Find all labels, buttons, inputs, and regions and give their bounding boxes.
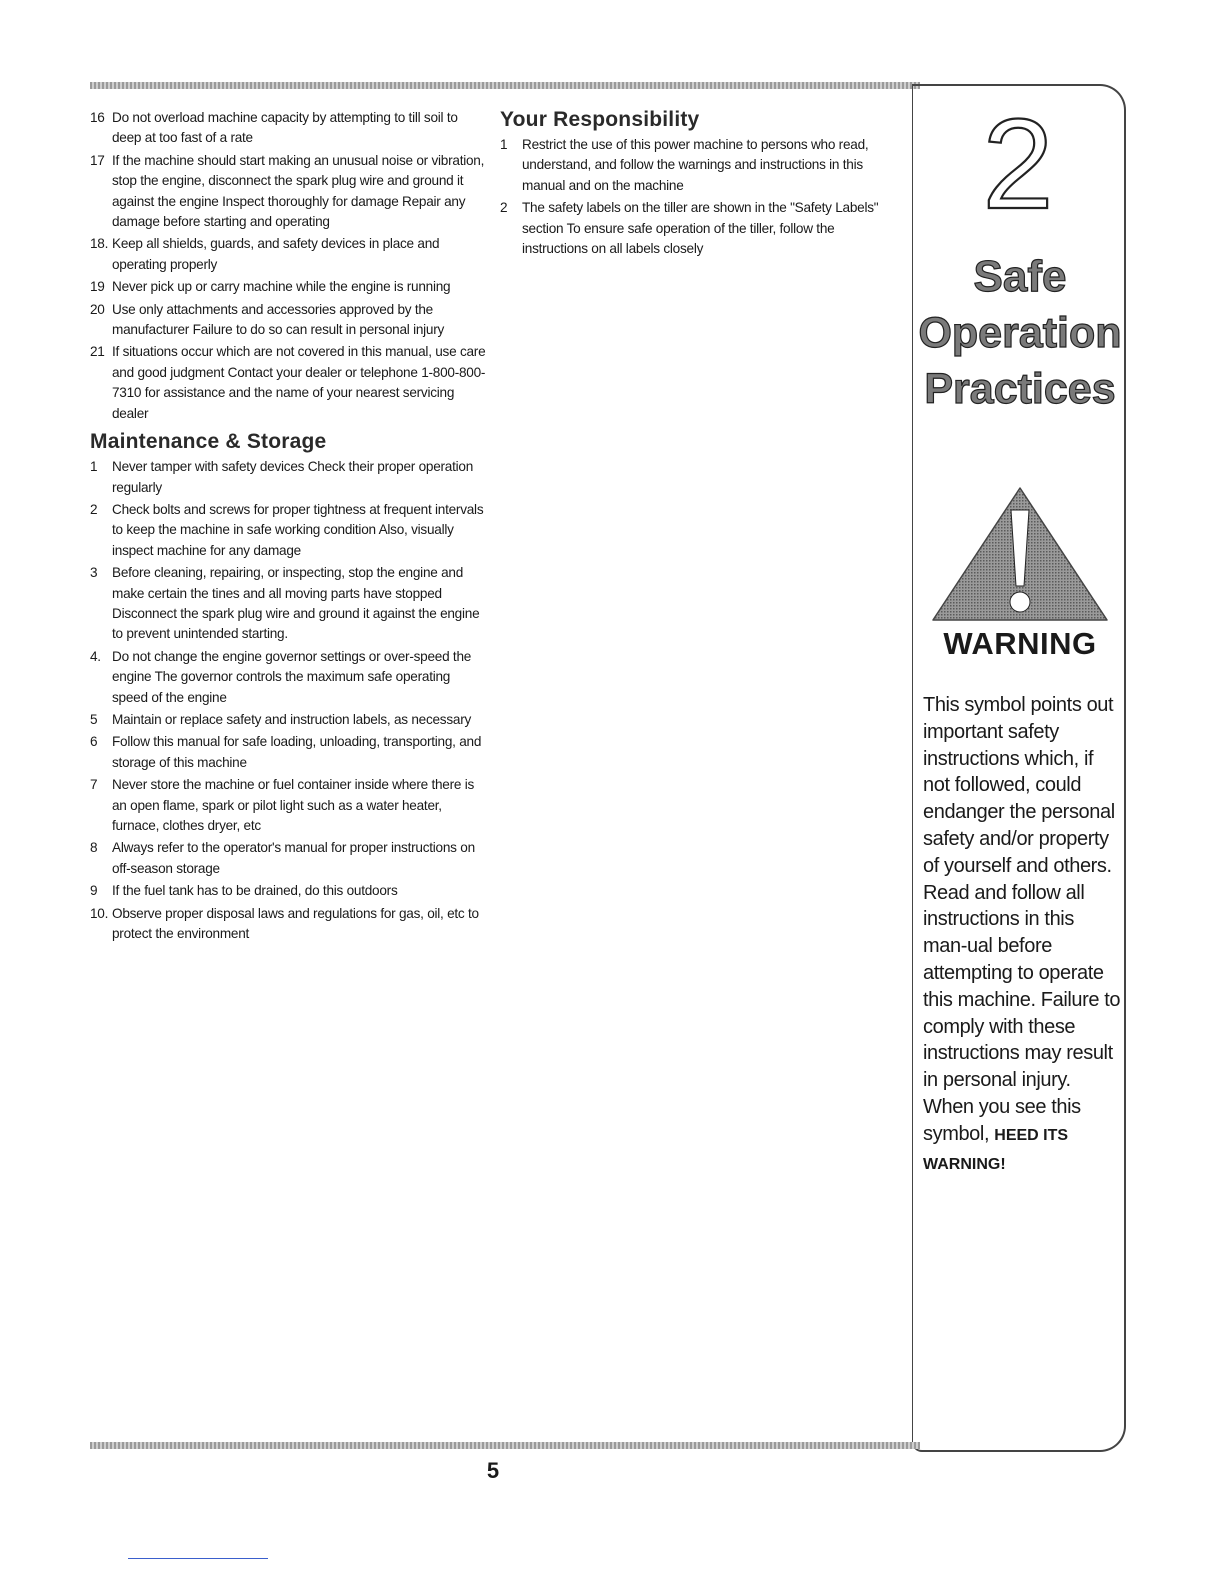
maintenance-heading: Maintenance & Storage <box>90 430 327 454</box>
list-item <box>90 710 488 730</box>
item-number: 16 <box>90 110 105 125</box>
top-rule <box>90 82 920 89</box>
list-item <box>90 151 488 233</box>
responsibility-heading: Your Responsibility <box>500 108 700 131</box>
item-text: Never tamper with safety devices Check their proper operation regularly <box>112 459 474 495</box>
safety-list-continued <box>90 108 488 424</box>
list-item <box>90 647 488 708</box>
list-item <box>90 500 488 561</box>
warning-triangle-icon <box>929 482 1111 624</box>
heed-its-warning: HEED ITS WARNING! <box>923 1126 1069 1173</box>
item-number: 2 <box>500 200 508 216</box>
list-item <box>90 838 488 879</box>
page-number: 5 <box>486 1458 500 1483</box>
item-text: Use only attachments and accessories approved by the manufacturer Failure to do so can result in personal injury <box>112 301 445 338</box>
list-item <box>90 108 488 149</box>
item-text: If the fuel tank has to be drained, do this outdoors <box>112 883 398 899</box>
item-text: Do not change the engine governor settings or over-speed the engine The governor controls the maximum safe operating speed of the engine <box>112 648 472 705</box>
warning-text: This symbol points out important safety instructions which, if not followed, could endanger the personal safety and/or property of yourself and others. Read and follow all instructions in this man-ual before attempting to operate this machine. Failure to comply with these instructions may result in personal injury. When you see this symbol, <box>923 694 1121 1145</box>
left-column <box>90 108 488 946</box>
item-number: 5 <box>90 711 98 727</box>
maintenance-list <box>90 457 488 944</box>
item-number: 10. <box>90 905 109 921</box>
svg-text:2: 2 <box>982 100 1054 220</box>
item-number: 2 <box>90 501 98 517</box>
item-number: 6 <box>90 734 98 750</box>
list-item <box>90 457 488 498</box>
link-underline <box>128 1558 268 1559</box>
list-item <box>90 904 488 945</box>
item-number: 20 <box>90 301 105 317</box>
item-number: 21 <box>90 344 105 360</box>
item-text: Observe proper disposal laws and regulations for gas, oil, etc to protect the environment <box>112 905 479 942</box>
list-item <box>90 277 488 297</box>
list-item <box>90 732 488 773</box>
item-number: 3 <box>90 565 98 581</box>
middle-column <box>500 108 895 261</box>
item-text: Never store the machine or fuel container inside where there is an open flame, spark or pilot light such as a water heater, furnace, clothes dryer, etc <box>112 777 475 833</box>
chapter-number <box>973 100 1063 220</box>
item-text: Check bolts and screws for proper tightness at frequent intervals to keep the machine in safe working condition Also, visually inspect machine for any damage <box>112 501 484 558</box>
item-text: Restrict the use of this power machine to persons who read, understand, and follow the warnings and instructions in this manual and on the machine <box>522 137 869 193</box>
sidebar-title-line-3: Practices <box>924 365 1116 413</box>
list-item <box>90 342 488 424</box>
item-text: Follow this manual for safe loading, unloading, transporting, and storage of this machine <box>112 734 482 770</box>
item-number: 7 <box>90 777 98 793</box>
item-text: If situations occur which are not covered in this manual, use care and good judgment Contact your dealer or telephone 1-800-800-7310 for assistance and the name of your nearest servicing dealer <box>112 344 486 421</box>
sidebar-title-line-2: Operation <box>918 309 1122 357</box>
chapter-sidebar <box>912 84 1126 1452</box>
item-text: If the machine should start making an unusual noise or vibration, stop the engine, disconnect the spark plug wire and ground it against the engine Inspect thoroughly for damage Repair any damage before starting and operating <box>112 152 485 230</box>
item-text: Do not overload machine capacity by attempting to till soil to deep at too fast of a rate <box>112 110 458 146</box>
item-number: 17 <box>90 152 105 168</box>
list-item <box>90 881 488 901</box>
item-text: The safety labels on the tiller are shown in the "Safety Labels" section To ensure safe operation of the tiller, follow the instructions on all labels closely <box>522 200 879 257</box>
item-number: 1 <box>500 137 508 152</box>
item-number: 4. <box>90 648 101 664</box>
list-item <box>500 198 895 259</box>
warning-description <box>923 692 1123 1178</box>
item-text: Maintain or replace safety and instruction labels, as necessary <box>112 711 472 727</box>
list-item <box>90 775 488 836</box>
item-text: Keep all shields, guards, and safety devices in place and operating properly <box>112 236 440 272</box>
item-text: Before cleaning, repairing, or inspecting, stop the engine and make certain the tines and all moving parts have stopped Disconnect the spark plug wire and ground it against the engine to prevent unintended starting. <box>112 565 480 642</box>
responsibility-list <box>500 135 895 259</box>
item-text: Always refer to the operator's manual for proper instructions on off-season storage <box>112 840 475 876</box>
item-text: Never pick up or carry machine while the engine is running <box>112 279 451 295</box>
item-number: 19 <box>90 279 105 295</box>
sidebar-title-line-1: Safe <box>973 252 1067 301</box>
warning-word: WARNING <box>943 626 1097 661</box>
item-number: 18. <box>90 236 109 252</box>
bottom-rule <box>90 1442 920 1449</box>
item-number: 9 <box>90 883 98 899</box>
list-item <box>90 563 488 645</box>
list-item <box>500 135 895 196</box>
item-number: 8 <box>90 840 98 856</box>
list-item <box>90 234 488 275</box>
item-number: 1 <box>90 459 98 475</box>
list-item <box>90 300 488 341</box>
